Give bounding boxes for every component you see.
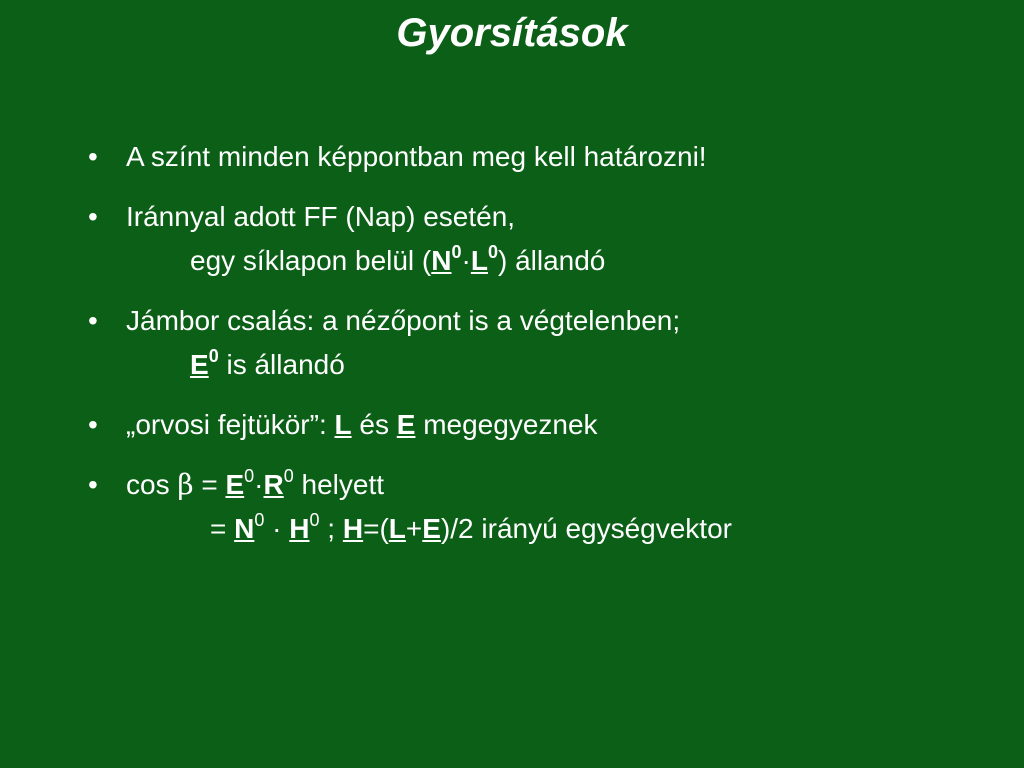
text-part: helyett bbox=[293, 469, 385, 500]
slide-title: Gyorsítások bbox=[396, 11, 628, 55]
dot-operator: · bbox=[254, 469, 264, 500]
vector-r-superscript: 0 bbox=[283, 465, 294, 486]
vector-h-superscript: 0 bbox=[309, 509, 320, 530]
bullet-subline-2 bbox=[80, 241, 1000, 278]
subline-part: is állandó bbox=[218, 349, 345, 380]
bullet-item-4 bbox=[80, 408, 1000, 442]
vector-e: E bbox=[225, 469, 245, 500]
vector-h: H bbox=[289, 513, 310, 544]
bullet-icon: • bbox=[88, 305, 98, 336]
vector-n: N bbox=[234, 513, 255, 544]
plus-operator: + bbox=[405, 513, 423, 544]
bullet-text bbox=[126, 409, 598, 440]
text-part: = bbox=[193, 469, 226, 500]
vector-e-superscript: 0 bbox=[244, 465, 255, 486]
bullet-item-2 bbox=[80, 200, 1000, 234]
text-part: és bbox=[351, 409, 397, 440]
subline-part: =( bbox=[363, 513, 389, 544]
vector-n-superscript: 0 bbox=[451, 241, 462, 262]
subline-text bbox=[190, 345, 345, 380]
text-part: cos bbox=[126, 469, 178, 500]
bullet-subline-3 bbox=[80, 345, 1000, 382]
vector-l: L bbox=[470, 245, 488, 276]
bullet-item-5 bbox=[80, 465, 1000, 502]
bullet-icon: • bbox=[88, 409, 98, 440]
bullet-text bbox=[126, 465, 385, 501]
vector-e: E bbox=[422, 513, 441, 544]
dot-operator: · bbox=[461, 245, 471, 276]
bullet-item-3 bbox=[80, 304, 1000, 338]
slide-content bbox=[80, 140, 1000, 546]
bullet-icon: • bbox=[88, 141, 98, 172]
subline-text bbox=[210, 509, 732, 544]
vector-l: L bbox=[388, 513, 406, 544]
text-part: „orvosi fejtükör”: bbox=[126, 409, 335, 440]
vector-n-superscript: 0 bbox=[254, 509, 265, 530]
subline-part: egy síklapon belül ( bbox=[190, 245, 432, 276]
dot-operator: · bbox=[264, 513, 290, 544]
vector-e: E bbox=[396, 409, 416, 440]
subline-part: ) állandó bbox=[497, 245, 606, 276]
text-part: megegyeznek bbox=[415, 409, 598, 440]
vector-n: N bbox=[431, 245, 452, 276]
vector-e-superscript: 0 bbox=[208, 345, 219, 366]
bullet-text: Iránnyal adott FF (Nap) esetén, bbox=[126, 201, 516, 232]
bullet-icon: • bbox=[88, 469, 98, 500]
bullet-text: Jámbor csalás: a nézőpont is a végtelenben; bbox=[126, 305, 681, 336]
vector-l: L bbox=[334, 409, 352, 440]
bullet-item-1 bbox=[80, 140, 1000, 174]
vector-h: H bbox=[342, 513, 364, 544]
bullet-icon: • bbox=[88, 201, 98, 232]
subline-text bbox=[190, 241, 606, 276]
vector-e: E bbox=[190, 349, 209, 380]
bullet-subline-5 bbox=[80, 509, 1000, 546]
beta-symbol: β bbox=[177, 468, 194, 501]
vector-l-superscript: 0 bbox=[487, 241, 498, 262]
subline-part: )/2 irányú egységvektor bbox=[440, 513, 732, 544]
bullet-text: A színt minden képpontban meg kell határozni! bbox=[126, 141, 707, 172]
subline-part: ; bbox=[319, 513, 343, 544]
vector-r: R bbox=[263, 469, 284, 500]
subline-part: = bbox=[210, 513, 235, 544]
